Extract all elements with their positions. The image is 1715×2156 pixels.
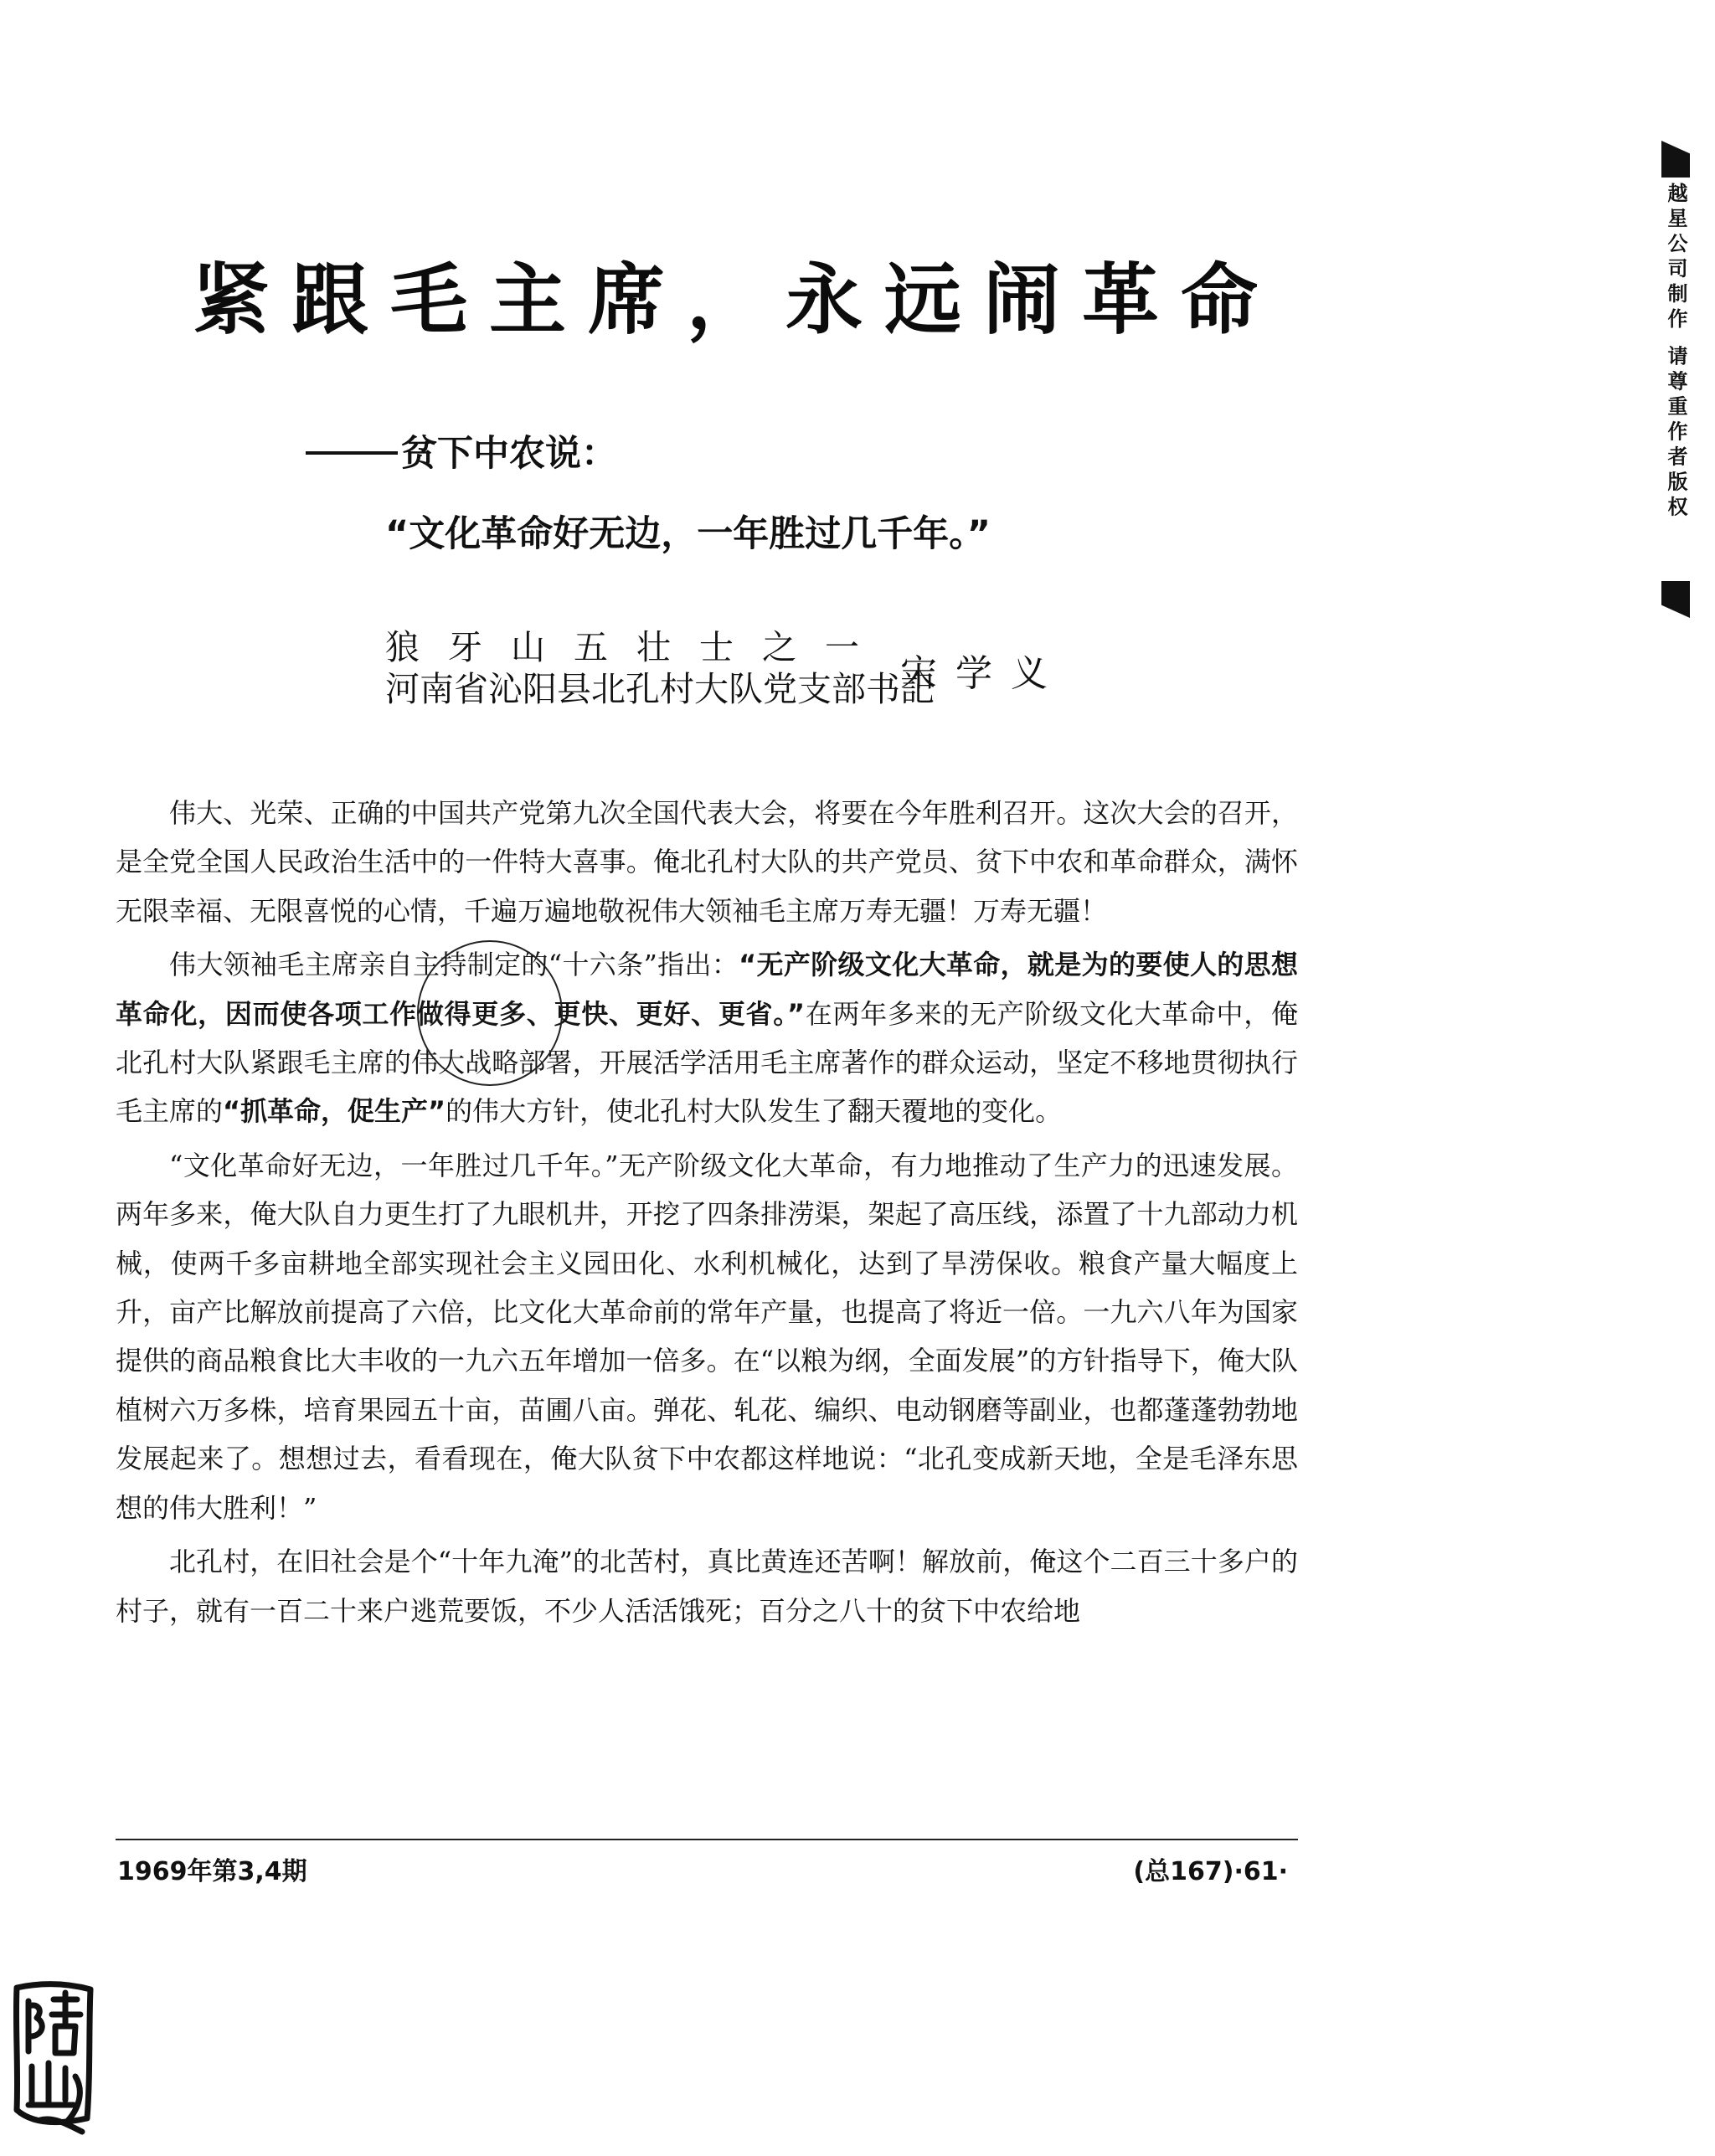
seal-logo — [7, 1976, 99, 2143]
quotation-sixteen-points: “无产阶级文化大革命，就是为的要使人的思想革命化，因而使各项工作做得更多、更快、更好、更省。” — [116, 949, 1298, 1030]
subtitle-line-2: “文化革命好无边，一年胜过几千年。” — [385, 513, 991, 555]
em-dash — [306, 451, 398, 455]
watermark-bar-top — [1661, 141, 1690, 178]
byline-honorific: 狼牙山五壮士之一 — [385, 627, 888, 667]
subtitle-speaker: 贫下中农说： — [401, 433, 617, 475]
circle-mark — [417, 940, 563, 1086]
page-number: (总167)·61· — [1133, 1857, 1288, 1886]
article-title: 紧跟毛主席，永远闹革命 — [193, 255, 1280, 345]
paragraph-2-intro: 伟大领袖毛主席亲自主持制定的“十六条”指出： — [169, 949, 739, 981]
watermark-text: 越星公司制作 请尊重作者版权 — [1664, 183, 1687, 522]
paragraph-1: 伟大、光荣、正确的中国共产党第九次全国代表大会，将要在今年胜利召开。这次大会的召开，是全党全国人民政治生活中的一件特大喜事。俺北孔村大队的共产党员、贫下中农和革命群众，满怀无限幸福、无限喜悦的心情，千遍万遍地敬祝伟大领袖毛主席万寿无疆！万寿无疆！ — [116, 797, 1298, 927]
byline-position: 河南省沁阳县北孔村大队党支部书記 — [385, 669, 935, 709]
paragraph-3: “文化革命好无边，一年胜过几千年。”无产阶级文化大革命，有力地推动了生产力的迅速发展。两年多来，俺大队自力更生打了九眼机井，开挖了四条排涝渠，架起了高压线，添置了十九部动力机械，使两千多亩耕地全部实现社会主义园田化、水利机械化，达到了旱涝保收。粮食产量大幅度上升，亩产比解放前提高了六倍，比文化大革命前的常年产量，也提高了将近一倍。一九六八年为国家提供的商品粮食比大丰收的一九六五年增加一倍多。在“以粮为纲，全面发展”的方针指导下，俺大队植树六万多株，培育果园五十亩，苗圃八亩。弹花、轧花、编织、电动钢磨等副业，也都蓬蓬勃勃地发展起来了。想想过去，看看现在，俺大队贫下中农都这样地说：“北孔变成新天地，全是毛泽东思想的伟大胜利！” — [116, 1149, 1298, 1524]
paragraph-4: 北孔村，在旧社会是个“十年九淹”的北苦村，真比黄连还苦啊！解放前，俺这个二百三十多户的村子，就有一百二十来户逃荒要饭，不少人活活饿死；百分之八十的贫下中农给地 — [116, 1546, 1298, 1627]
footer-rule — [116, 1839, 1298, 1840]
subtitle-line-1 — [306, 425, 617, 476]
article-body — [116, 789, 1298, 1640]
side-watermark — [1656, 141, 1695, 618]
paragraph-2 — [116, 940, 1298, 1136]
author-name: 宋学义 — [900, 652, 1066, 695]
seal-icon — [7, 1976, 99, 2143]
watermark-bar-bottom — [1661, 581, 1690, 618]
issue-label: 1969年第3,4期 — [117, 1857, 307, 1886]
paragraph-2-end: 的伟大方针，使北孔村大队发生了翻天覆地的变化。 — [445, 1095, 1063, 1128]
paragraph-2-middle: 在两年多来的无产阶级文化大革命中，俺北孔村大队紧跟毛主席的伟大战略部署，开展活学活用毛主席著作的群众运动，坚定不移地贯彻执行毛主席的 — [116, 997, 1298, 1128]
quotation-grasp-revolution: “抓革命，促生产” — [223, 1095, 446, 1128]
